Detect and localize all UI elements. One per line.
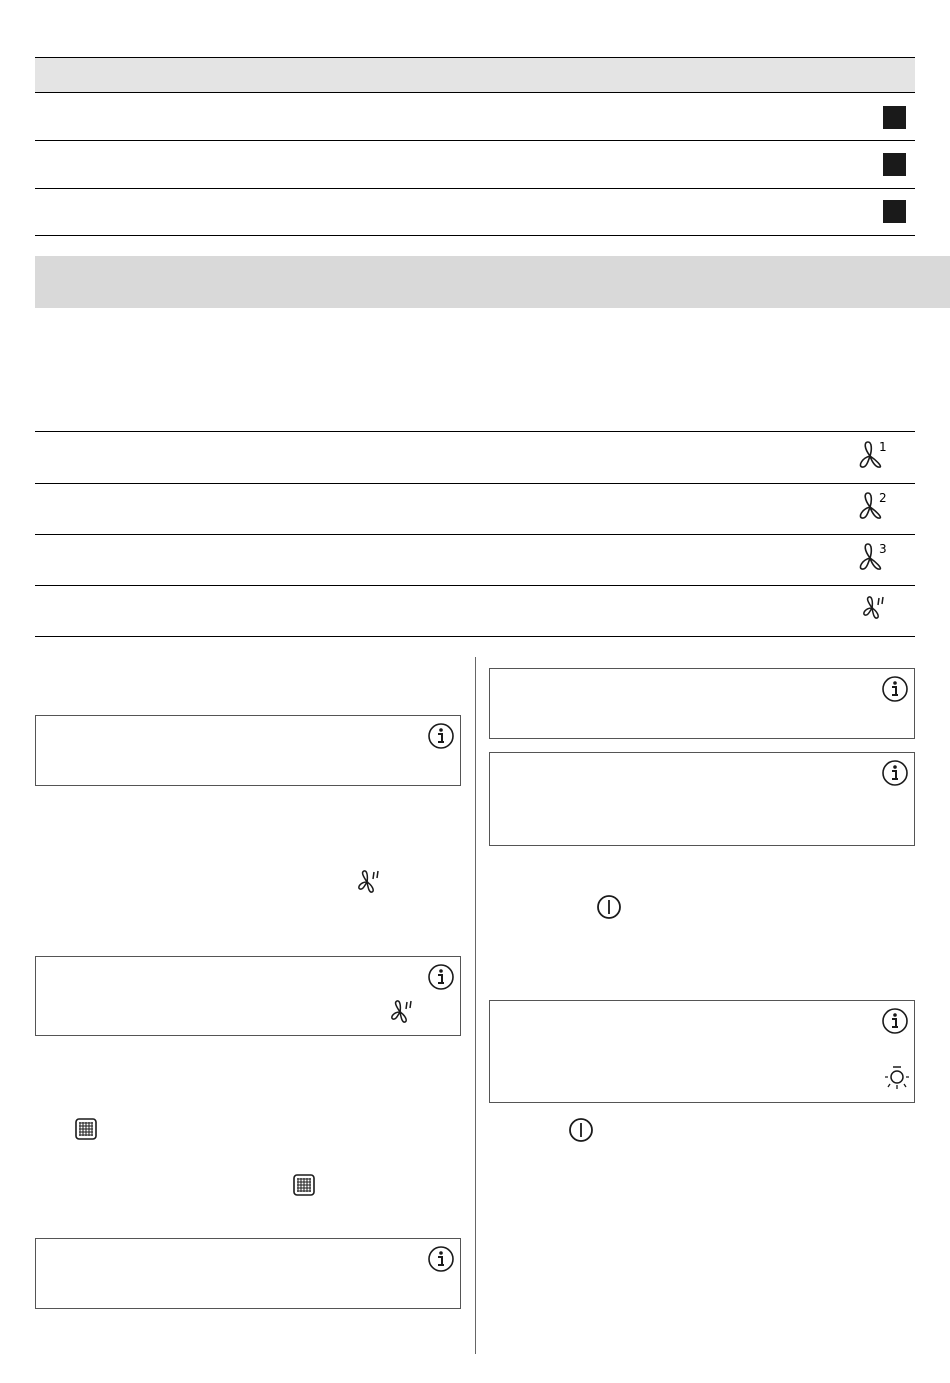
column-divider	[475, 657, 476, 1354]
table-divider	[35, 483, 915, 484]
fan-boost-icon	[355, 868, 385, 896]
filter-grid-icon	[74, 1117, 98, 1141]
table-divider	[35, 188, 915, 189]
fan-level-label: 3	[879, 542, 887, 556]
black-square-icon	[883, 200, 906, 223]
table-divider	[35, 534, 915, 535]
table-divider	[35, 585, 915, 586]
power-icon	[595, 893, 623, 921]
fan-boost-icon	[388, 998, 418, 1026]
info-icon	[881, 759, 909, 787]
info-icon	[427, 963, 455, 991]
fan-level-label: 1	[879, 440, 887, 454]
black-square-icon	[883, 153, 906, 176]
table-divider	[35, 235, 915, 236]
table-divider	[35, 140, 915, 141]
filter-grid-icon	[292, 1173, 316, 1197]
power-icon	[567, 1116, 595, 1144]
light-bulb-icon	[884, 1064, 910, 1090]
info-box	[35, 715, 461, 786]
top-table-header	[35, 57, 915, 93]
info-icon	[427, 722, 455, 750]
info-box	[35, 1238, 461, 1309]
fan-speed-3-icon	[856, 542, 890, 572]
black-square-icon	[883, 106, 906, 129]
table-divider	[35, 431, 915, 432]
info-box	[489, 752, 915, 846]
fan-speed-2-icon	[856, 491, 890, 521]
info-icon	[881, 675, 909, 703]
fan-boost-icon	[860, 594, 890, 622]
info-icon	[427, 1245, 455, 1273]
table-divider	[35, 636, 915, 637]
fan-speed-1-icon	[856, 440, 890, 470]
fan-level-label: 2	[879, 491, 887, 505]
info-box	[489, 1000, 915, 1103]
info-icon	[881, 1007, 909, 1035]
section-heading-band	[35, 256, 950, 308]
info-box	[489, 668, 915, 739]
